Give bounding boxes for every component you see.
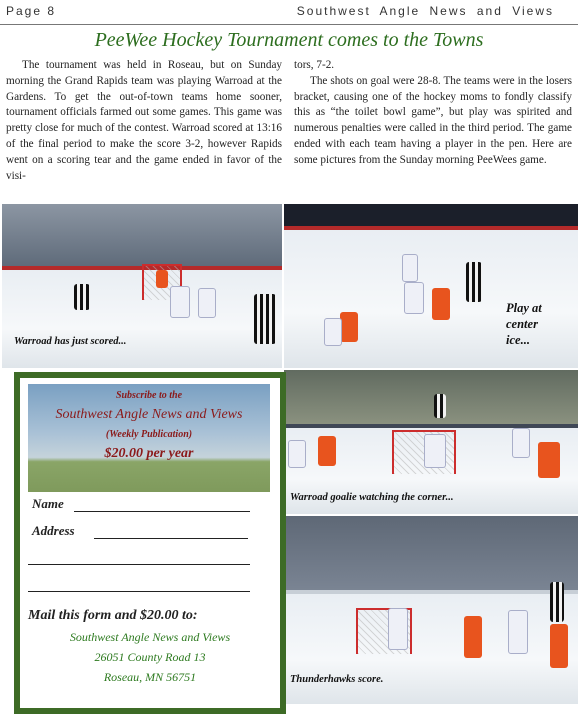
name-field[interactable] — [74, 511, 250, 512]
player — [538, 442, 560, 478]
banner-publication-name: Southwest Angle News and Views — [55, 407, 243, 422]
photo-caption: Warroad has just scored... — [14, 336, 127, 347]
article-paragraph: tors, 7-2. — [294, 59, 335, 71]
player — [198, 288, 216, 318]
player — [170, 286, 190, 318]
player — [318, 436, 336, 466]
article-title: PeeWee Hockey Tournament comes to the Towns — [94, 29, 484, 51]
banner-price: $20.00 per year — [104, 446, 194, 461]
hockey-photo-3 — [284, 370, 578, 514]
address-field-line-3[interactable] — [28, 591, 250, 592]
arena-stands — [284, 370, 578, 424]
photo-caption — [506, 300, 542, 348]
caption-line: Play at — [506, 301, 542, 315]
referee — [550, 582, 564, 622]
article-column-2 — [294, 58, 572, 169]
goalie — [388, 608, 408, 650]
player — [464, 616, 482, 658]
hockey-photo-2 — [284, 204, 578, 368]
address-field[interactable] — [94, 538, 248, 539]
mailing-address-street: 26051 County Road 13 — [94, 650, 206, 664]
page-header — [0, 0, 578, 25]
subscription-form — [14, 372, 286, 714]
caption-line: ice... — [506, 333, 530, 347]
photo-caption: Thunderhawks score. — [290, 674, 384, 685]
publication-name: Southwest Angle News and Views — [296, 4, 554, 18]
caption-line: center — [506, 317, 538, 331]
article-paragraph: The tournament was held in Roseau, but on Sunday morning the Grand Rapids team was playing Warroad at the Gardens. To get the out-of-town teams home sooner, tournament officials farmed out some games. This game was pretty close for much of the contest. Warroad scored at 13:16 of the final period to make the score 3-2, however Rapids went on a scoring tear and the game ended in favor of the visi- — [6, 59, 282, 182]
mail-instructions: Mail this form and $20.00 to: — [28, 608, 198, 623]
player — [402, 254, 418, 282]
arena-stands — [2, 204, 282, 266]
goalie — [424, 434, 446, 468]
page-number: Page 8 — [6, 4, 57, 18]
article-paragraph: The shots on goal were 28-8. The teams were in the losers bracket, causing one of the hockey moms to fondly classify this as “the toilet bowl game”, but play was spirited and numerous penalties were called in the third period. The game ended with each team having a player in the pen. Here are some pictures from the Sunday morning PeeWees game. — [294, 74, 572, 166]
referee — [74, 284, 90, 310]
subscription-banner — [28, 384, 270, 492]
goalie — [156, 270, 168, 288]
name-label: Name — [32, 496, 64, 511]
player — [340, 312, 358, 342]
referee — [254, 294, 276, 344]
address-label: Address — [32, 523, 75, 538]
mailing-address-city: Roseau, MN 56751 — [103, 670, 197, 684]
player — [288, 440, 306, 468]
player — [324, 318, 342, 346]
hockey-photo-1 — [2, 204, 282, 368]
mailing-address-name: Southwest Angle News and Views — [69, 630, 231, 644]
player — [432, 288, 450, 320]
rink-ice — [284, 594, 578, 704]
photo-caption: Warroad goalie watching the corner... — [290, 492, 454, 503]
article-column-1 — [6, 58, 282, 184]
referee — [466, 262, 482, 302]
banner-weekly-text: (Weekly Publication) — [105, 429, 193, 440]
referee — [434, 394, 446, 418]
arena-stands — [284, 516, 578, 590]
player — [550, 624, 568, 668]
player — [404, 282, 424, 314]
player — [512, 428, 530, 458]
player — [508, 610, 528, 654]
banner-subscribe-text: Subscribe to the — [115, 390, 183, 401]
arena-stands — [284, 204, 578, 226]
hockey-photo-4 — [284, 516, 578, 704]
address-field-line-2[interactable] — [28, 564, 250, 565]
